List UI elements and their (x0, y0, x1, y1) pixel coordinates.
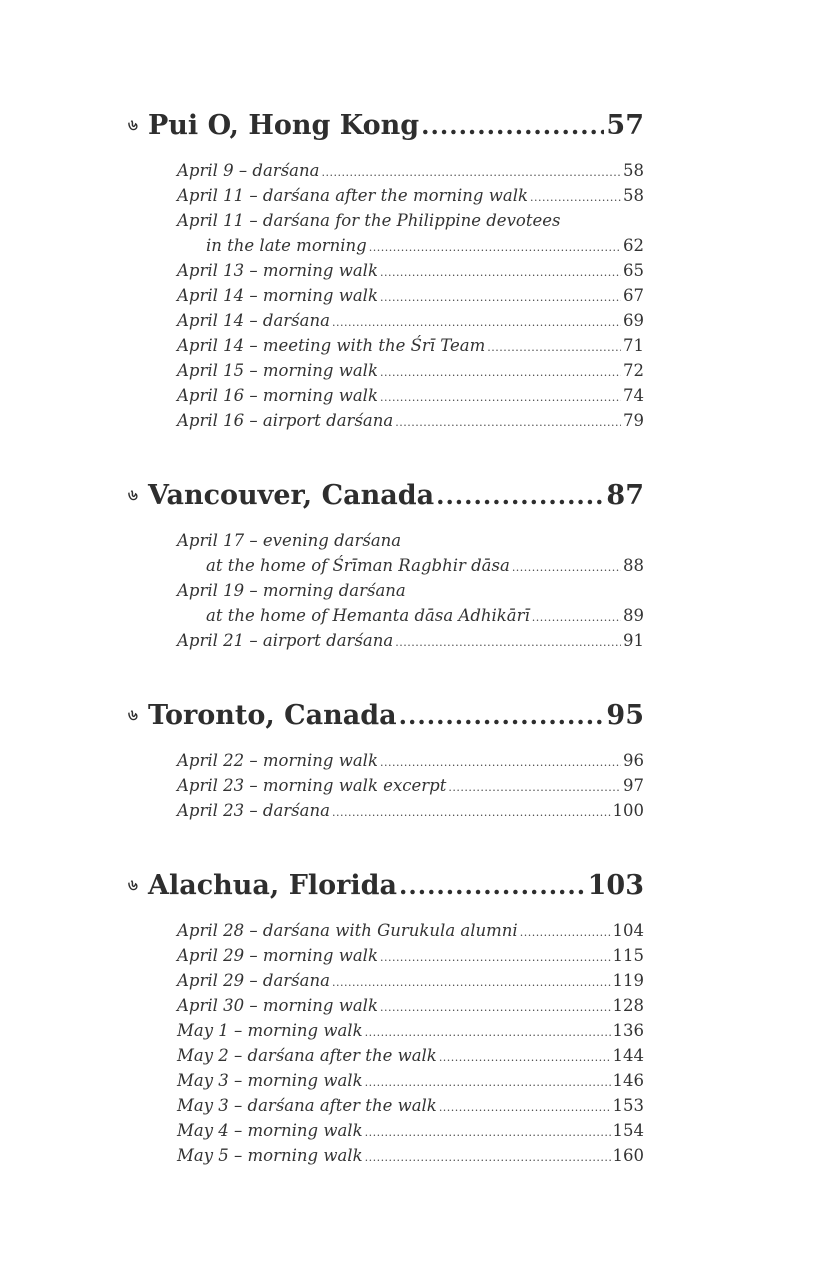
dot-leader (395, 410, 621, 435)
entry-title: April 29 – darśana (177, 971, 330, 990)
entry-line (177, 773, 644, 798)
toc-entry[interactable] (177, 918, 644, 943)
entry-line (177, 943, 644, 968)
toc-entry[interactable] (177, 578, 644, 628)
dot-leader (321, 160, 621, 185)
entry-line (177, 158, 644, 183)
entry-line (177, 798, 644, 823)
entry-line (177, 993, 644, 1018)
dot-leader (448, 775, 621, 800)
entry-line (177, 528, 644, 553)
toc-entry[interactable] (177, 1043, 644, 1068)
dot-leader (380, 945, 611, 970)
entry-line (177, 333, 644, 358)
dot-leader (332, 800, 611, 825)
entry-line (177, 183, 644, 208)
entry-line (177, 578, 644, 603)
dot-leader (532, 605, 621, 630)
entry-page-number: 67 (623, 286, 644, 305)
entry-line (177, 1118, 644, 1143)
section-title: Alachua, Florida (148, 870, 397, 901)
entry-page-number: 69 (623, 311, 644, 330)
entry-title: April 14 – meeting with the Śrī Team (177, 336, 486, 355)
entry-page-number: 96 (623, 751, 644, 770)
dot-leader (380, 995, 611, 1020)
entry-line (177, 283, 644, 308)
toc-entry[interactable] (177, 1093, 644, 1118)
entry-page-number: 65 (623, 261, 644, 280)
dot-leader (365, 1070, 611, 1095)
entry-line (177, 358, 644, 383)
toc-section (128, 870, 644, 1168)
section-page-number: 57 (606, 110, 644, 141)
toc-entry[interactable] (177, 158, 644, 183)
entry-title: April 16 – airport darśana (177, 411, 394, 430)
entry-title: May 2 – darśana after the walk (177, 1046, 437, 1065)
ornament-icon: ৬ (128, 706, 138, 724)
toc-entry[interactable] (177, 383, 644, 408)
dot-leader (530, 185, 621, 210)
entry-title: April 17 – evening darśana (177, 531, 402, 550)
dot-leader (332, 310, 621, 335)
entry-page-number: 136 (612, 1021, 644, 1040)
entry-page-number: 144 (612, 1046, 644, 1065)
entry-title: May 3 – darśana after the walk (177, 1096, 437, 1115)
toc-entry[interactable] (177, 528, 644, 578)
toc-entry[interactable] (177, 183, 644, 208)
entry-title: April 16 – morning walk (177, 386, 378, 405)
toc-entry[interactable] (177, 1118, 644, 1143)
entry-title: April 23 – morning walk excerpt (177, 776, 447, 795)
entry-title: April 11 – darśana after the morning walk (177, 186, 528, 205)
entry-line (177, 1068, 644, 1093)
section-title: Vancouver, Canada (148, 480, 435, 511)
dot-leader (369, 235, 621, 260)
toc-entry[interactable] (177, 408, 644, 433)
toc-entry[interactable] (177, 283, 644, 308)
entry-page-number: 154 (612, 1121, 644, 1140)
entry-line (177, 383, 644, 408)
toc-entry[interactable] (177, 993, 644, 1018)
toc-section (128, 480, 644, 653)
dot-leader (380, 260, 621, 285)
entry-title: May 1 – morning walk (177, 1021, 363, 1040)
entry-title: May 4 – morning walk (177, 1121, 363, 1140)
entry-title: April 29 – morning walk (177, 946, 378, 965)
entry-line (177, 553, 644, 578)
toc-section (128, 110, 644, 433)
toc-entry[interactable] (177, 1068, 644, 1093)
toc-entry[interactable] (177, 773, 644, 798)
section-page-number: 95 (606, 700, 644, 731)
entry-page-number: 119 (612, 971, 644, 990)
entry-title: at the home of Śrīman Ragbhir dāsa (206, 556, 510, 575)
entry-page-number: 104 (612, 921, 644, 940)
entry-page-number: 79 (623, 411, 644, 430)
entry-title: in the late morning (206, 236, 367, 255)
entry-line (177, 968, 644, 993)
dot-leader (365, 1145, 611, 1170)
toc-entry[interactable] (177, 798, 644, 823)
entry-line (177, 1018, 644, 1043)
toc-section (128, 700, 644, 823)
entry-page-number: 97 (623, 776, 644, 795)
entry-title: April 22 – morning walk (177, 751, 378, 770)
entry-line (177, 748, 644, 773)
dot-leader (399, 701, 605, 730)
entry-title: May 3 – morning walk (177, 1071, 363, 1090)
dot-leader (380, 285, 621, 310)
entry-title: April 19 – morning darśana (177, 581, 406, 600)
toc-entry[interactable] (177, 258, 644, 283)
dot-leader (512, 555, 621, 580)
entry-title: April 23 – darśana (177, 801, 330, 820)
entry-title: April 15 – morning walk (177, 361, 378, 380)
dot-leader (365, 1020, 611, 1045)
entry-title: April 30 – morning walk (177, 996, 378, 1015)
dot-leader (436, 481, 604, 510)
section-heading[interactable] (128, 480, 644, 520)
entry-title: April 21 – airport darśana (177, 631, 394, 650)
dot-leader (487, 335, 621, 360)
entry-line (177, 603, 644, 628)
entry-page-number: 89 (623, 606, 644, 625)
entry-page-number: 146 (612, 1071, 644, 1090)
entry-line (177, 1043, 644, 1068)
toc-entry[interactable] (177, 1018, 644, 1043)
dot-leader (395, 630, 621, 655)
toc-entry[interactable] (177, 358, 644, 383)
dot-leader (439, 1095, 611, 1120)
entry-page-number: 153 (612, 1096, 644, 1115)
entry-page-number: 91 (623, 631, 644, 650)
dot-leader (332, 970, 611, 995)
entry-list (177, 528, 644, 653)
section-title: Toronto, Canada (148, 700, 397, 731)
toc-entry[interactable] (177, 943, 644, 968)
entry-line (177, 308, 644, 333)
entry-page-number: 58 (623, 186, 644, 205)
entry-page-number: 74 (623, 386, 644, 405)
entry-list (177, 748, 644, 823)
toc-entry[interactable] (177, 628, 644, 653)
entry-page-number: 62 (623, 236, 644, 255)
entry-page-number: 128 (612, 996, 644, 1015)
entry-list (177, 158, 644, 433)
ornament-icon: ৬ (128, 486, 138, 504)
entry-line (177, 258, 644, 283)
entry-page-number: 72 (623, 361, 644, 380)
entry-line (177, 1143, 644, 1168)
dot-leader (380, 385, 621, 410)
section-page-number: 87 (606, 480, 644, 511)
ornament-icon: ৬ (128, 116, 138, 134)
section-page-number: 103 (587, 870, 644, 901)
entry-title: at the home of Hemanta dāsa Adhikārī (206, 606, 530, 625)
dot-leader (399, 871, 586, 900)
toc-entry[interactable] (177, 1143, 644, 1168)
toc-entry[interactable] (177, 333, 644, 358)
entry-line (177, 628, 644, 653)
dot-leader (380, 750, 621, 775)
toc-entry[interactable] (177, 748, 644, 773)
entry-page-number: 88 (623, 556, 644, 575)
entry-title: April 13 – morning walk (177, 261, 378, 280)
toc-entry[interactable] (177, 208, 644, 258)
ornament-icon: ৬ (128, 876, 138, 894)
entry-title: May 5 – morning walk (177, 1146, 363, 1165)
toc-entry[interactable] (177, 968, 644, 993)
entry-page-number: 58 (623, 161, 644, 180)
entry-title: April 28 – darśana with Gurukula alumni (177, 921, 518, 940)
entry-title: April 11 – darśana for the Philippine devotees (177, 211, 561, 230)
dot-leader (365, 1120, 611, 1145)
section-heading[interactable] (128, 700, 644, 740)
entry-title: April 14 – morning walk (177, 286, 378, 305)
dot-leader (439, 1045, 611, 1070)
section-title: Pui O, Hong Kong (148, 110, 420, 141)
entry-line (177, 233, 644, 258)
entry-title: April 9 – darśana (177, 161, 320, 180)
entry-line (177, 918, 644, 943)
entry-list (177, 918, 644, 1168)
entry-line (177, 1093, 644, 1118)
entry-page-number: 71 (623, 336, 644, 355)
entry-page-number: 160 (612, 1146, 644, 1165)
entry-page-number: 100 (612, 801, 644, 820)
section-heading[interactable] (128, 870, 644, 910)
entry-page-number: 115 (612, 946, 644, 965)
section-heading[interactable] (128, 110, 644, 150)
entry-line (177, 208, 644, 233)
dot-leader (421, 111, 604, 140)
dot-leader (380, 360, 621, 385)
entry-line (177, 408, 644, 433)
toc-entry[interactable] (177, 308, 644, 333)
dot-leader (520, 920, 611, 945)
entry-title: April 14 – darśana (177, 311, 330, 330)
